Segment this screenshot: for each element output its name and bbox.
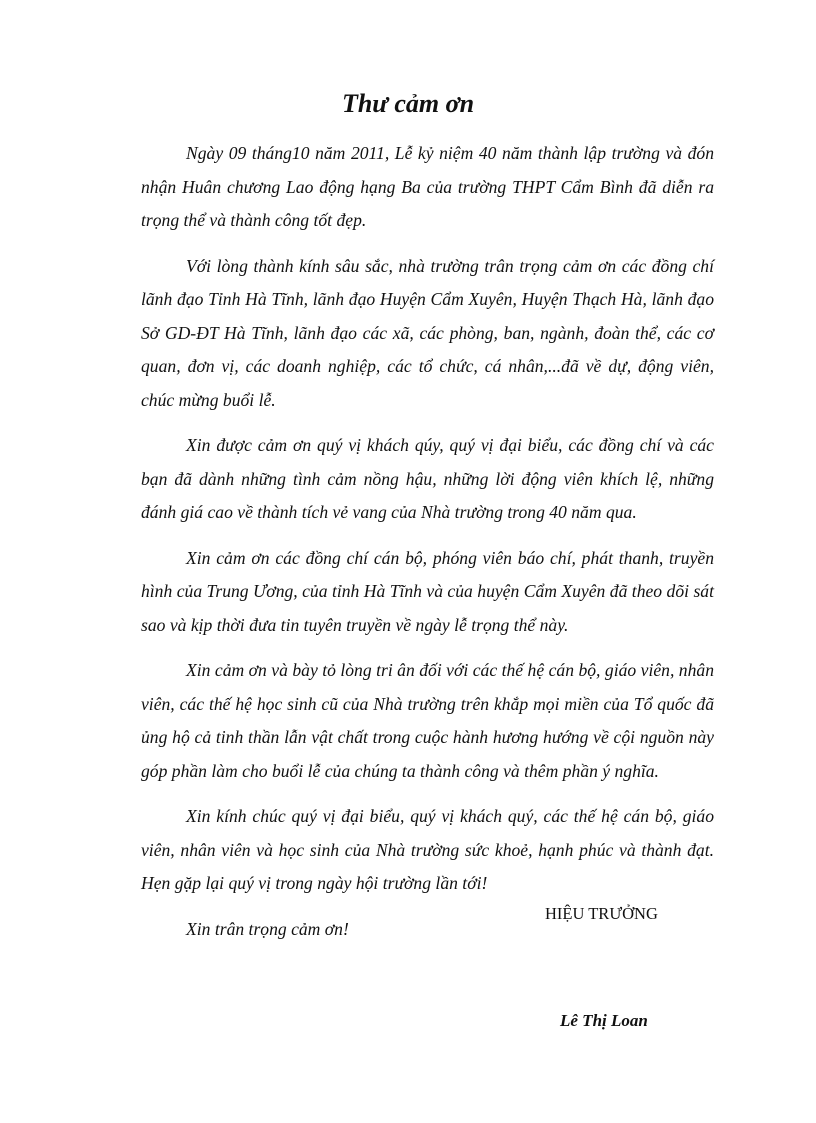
paragraph-wishes: Xin kính chúc quý vị đại biểu, quý vị khách quý, các thế hệ cán bộ, giáo viên, nhân viên và học sinh của Nhà trường sức khoẻ, hạnh phúc và thành đạt. Hẹn gặp lại quý vị trong ngày hội trường lần tới! [141,806,714,893]
paragraph-closing: Xin trân trọng cảm ơn! [186,918,349,939]
signature-title: HIỆU TRƯỞNG [545,904,658,923]
paragraph-thanks-press: Xin cảm ơn các đồng chí cán bộ, phóng viên báo chí, phát thanh, truyền hình của Trung Ương, của tỉnh Hà Tĩnh và của huyện Cẩm Xuyên đã theo dõi sát sao và kịp thời đưa tin tuyên truyền về ngày lễ trọng thể này. [141,547,714,635]
letter-title: Thư cảm ơn [341,89,475,118]
paragraph-ceremony: Ngày 09 tháng10 năm 2011, Lễ kỷ niệm 40 năm thành lập trường và đón nhận Huân chương Lao động hạng Ba của trường THPT Cẩm Bình đã diễn ra trọng thể và thành công tốt đẹp. [141,143,714,230]
paragraph-thanks-leaders: Với lòng thành kính sâu sắc, nhà trường trân trọng cảm ơn các đồng chí lãnh đạo Tỉnh Hà Tĩnh, lãnh đạo Huyện Cẩm Xuyên, Huyện Thạch Hà, lãnh đạo Sở GD-ĐT Hà Tĩnh, lãnh đạo các xã, các phòng, ban, ngành, đoàn thể, các cơ quan, đơn vị, các doanh nghiệp, các tổ chức, cá nhân,...đã về dự, động viên, chúc mừng buổi lễ. [141,255,714,410]
signature-name: Lê Thị Loan [560,1011,648,1030]
paragraph-thanks-alumni: Xin cảm ơn và bày tỏ lòng tri ân đối với các thế hệ cán bộ, giáo viên, nhân viên, các thế hệ học sinh cũ của Nhà trường trên khắp mọi miền của Tổ quốc đã ủng hộ cả tinh thần lẫn vật chất trong cuộc hành hương hướng về cội nguồn này góp phần làm cho buổi lễ của chúng ta thành công và thêm phần ý nghĩa. [141,660,714,781]
paragraph-thanks-guests: Xin được cảm ơn quý vị khách qúy, quý vị đại biểu, các đồng chí và các bạn đã dành những tình cảm nồng hậu, những lời động viên khích lệ, những đánh giá cao về thành tích vẻ vang của Nhà trường trong 40 năm qua. [141,435,714,522]
letter-body [141,137,714,946]
